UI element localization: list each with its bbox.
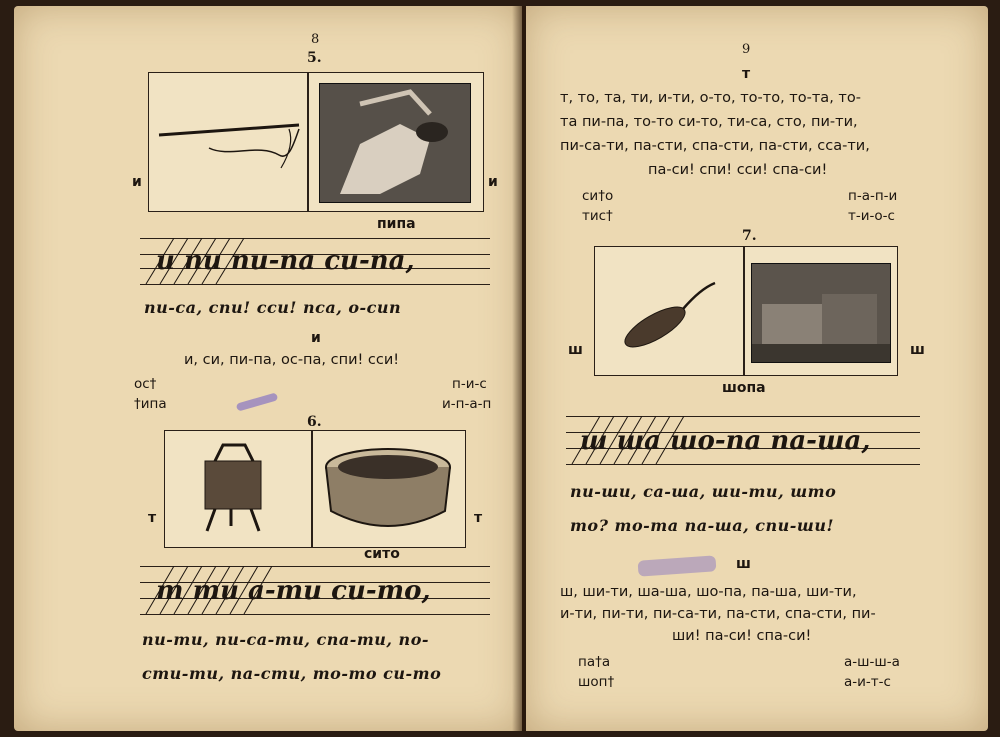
right-heading-letter: т: [742, 66, 751, 82]
lesson-7-picture-box: [594, 246, 898, 376]
lesson-7-side-letter-left: ш: [568, 342, 583, 358]
lesson-5-left-word-2: †ипа: [134, 396, 167, 412]
lesson-7-left-word-1: па†а: [578, 654, 611, 670]
sieve-icon: [313, 431, 463, 547]
lesson-6-script-line: т ти а-ти си-то,: [156, 576, 431, 606]
lesson-5-side-letter-left: и: [132, 174, 142, 190]
lesson-5-left-word-1: ос†: [134, 376, 157, 392]
lesson-7-italic-line-1: пи-ши, са-ша, ши-ти, што: [570, 482, 837, 501]
page-number-right: 9: [742, 42, 751, 57]
lesson-5-side-letter-right: и: [488, 174, 498, 190]
right-left-word-2: тис†: [582, 208, 613, 224]
lesson-5-print-line: и, си, пи-па, ос-па, спи! сси!: [184, 352, 400, 368]
lesson-6-side-letter-right: т: [474, 510, 483, 526]
lesson-7-right-word-2: а-и-т-с: [844, 674, 891, 690]
right-left-word-1: си†о: [582, 188, 614, 204]
lesson-7-number: 7.: [742, 228, 757, 244]
right-page: [526, 6, 988, 731]
right-right-word-2: т-и-о-с: [848, 208, 895, 224]
lesson-7-caption: шопа: [722, 380, 766, 396]
lesson-7-right-word-1: а-ш-ш-а: [844, 654, 900, 670]
lesson-7-left-word-2: шоп†: [578, 674, 615, 690]
lesson-5-caption: пипа: [377, 216, 416, 232]
lesson-5-right-word-2: и-п-а-п: [442, 396, 492, 412]
right-print-line-4: па-си! спи! сси! спа-си!: [648, 162, 828, 178]
lesson-5-italic-line: пи-са, спи! сси! пса, о-сип: [144, 298, 402, 317]
lesson-7-italic-line-2: то? то-та па-ша, спи-ши!: [570, 516, 834, 535]
lesson-7-heading-letter: ш: [736, 556, 751, 572]
lesson-7-print-line-1: ш, ши-ти, ша-ша, шо-па, па-ша, ши-ти,: [560, 584, 857, 600]
easel-icon: [165, 431, 311, 547]
lesson-7-print-line-2: и-ти, пи-ти, пи-са-ти, па-сти, спа-сти, пи-: [560, 606, 876, 622]
right-print-line-3: пи-са-ти, па-сти, спа-сти, па-сти, сса-ти,: [560, 138, 870, 154]
lesson-7-script-line: ш ша шо-па па-ша,: [580, 426, 871, 456]
lesson-6-caption: сито: [364, 546, 400, 562]
lesson-6-side-letter-left: т: [148, 510, 157, 526]
lesson-6-italic-line-1: пи-ти, пи-са-ти, спа-ти, по-: [142, 630, 429, 649]
shoemaker-knife-icon: [595, 247, 743, 375]
lesson-7-side-letter-right: ш: [910, 342, 925, 358]
right-print-line-2: та пи-па, то-то си-то, ти-са, сто, пи-ти,: [560, 114, 858, 130]
left-page: [14, 6, 522, 731]
knife-illustration: [595, 247, 743, 375]
sieve-illustration: [313, 431, 463, 547]
right-print-line-1: т, то, та, ти, и-ти, о-то, то-то, то-та, то-: [560, 90, 861, 106]
lesson-5-picture-box: [148, 72, 484, 212]
needle-icon: [149, 73, 307, 211]
lesson-6-picture-box: [164, 430, 466, 548]
lesson-5-heading-letter: и: [311, 330, 321, 346]
slate-illustration: [165, 431, 311, 547]
lesson-6-italic-line-2: сти-ти, па-сти, то-то си-то: [142, 664, 442, 683]
hand-photo: [319, 83, 471, 203]
ink-mark: [236, 392, 279, 411]
lesson-5-right-word-1: п-и-с: [452, 376, 487, 392]
page-number-left: 8: [311, 32, 320, 47]
ink-stamp: [638, 555, 717, 576]
lesson-6-number: 6.: [307, 414, 322, 430]
awl-illustration: [149, 73, 307, 211]
lesson-7-print-line-3: ши! па-си! спа-си!: [672, 628, 812, 644]
right-right-word-1: п-а-п-и: [848, 188, 898, 204]
lesson-5-number: 5.: [307, 50, 322, 66]
lesson-5-script-line: и пи пи-па си-па,: [156, 246, 415, 276]
workshop-photo: [751, 263, 891, 363]
